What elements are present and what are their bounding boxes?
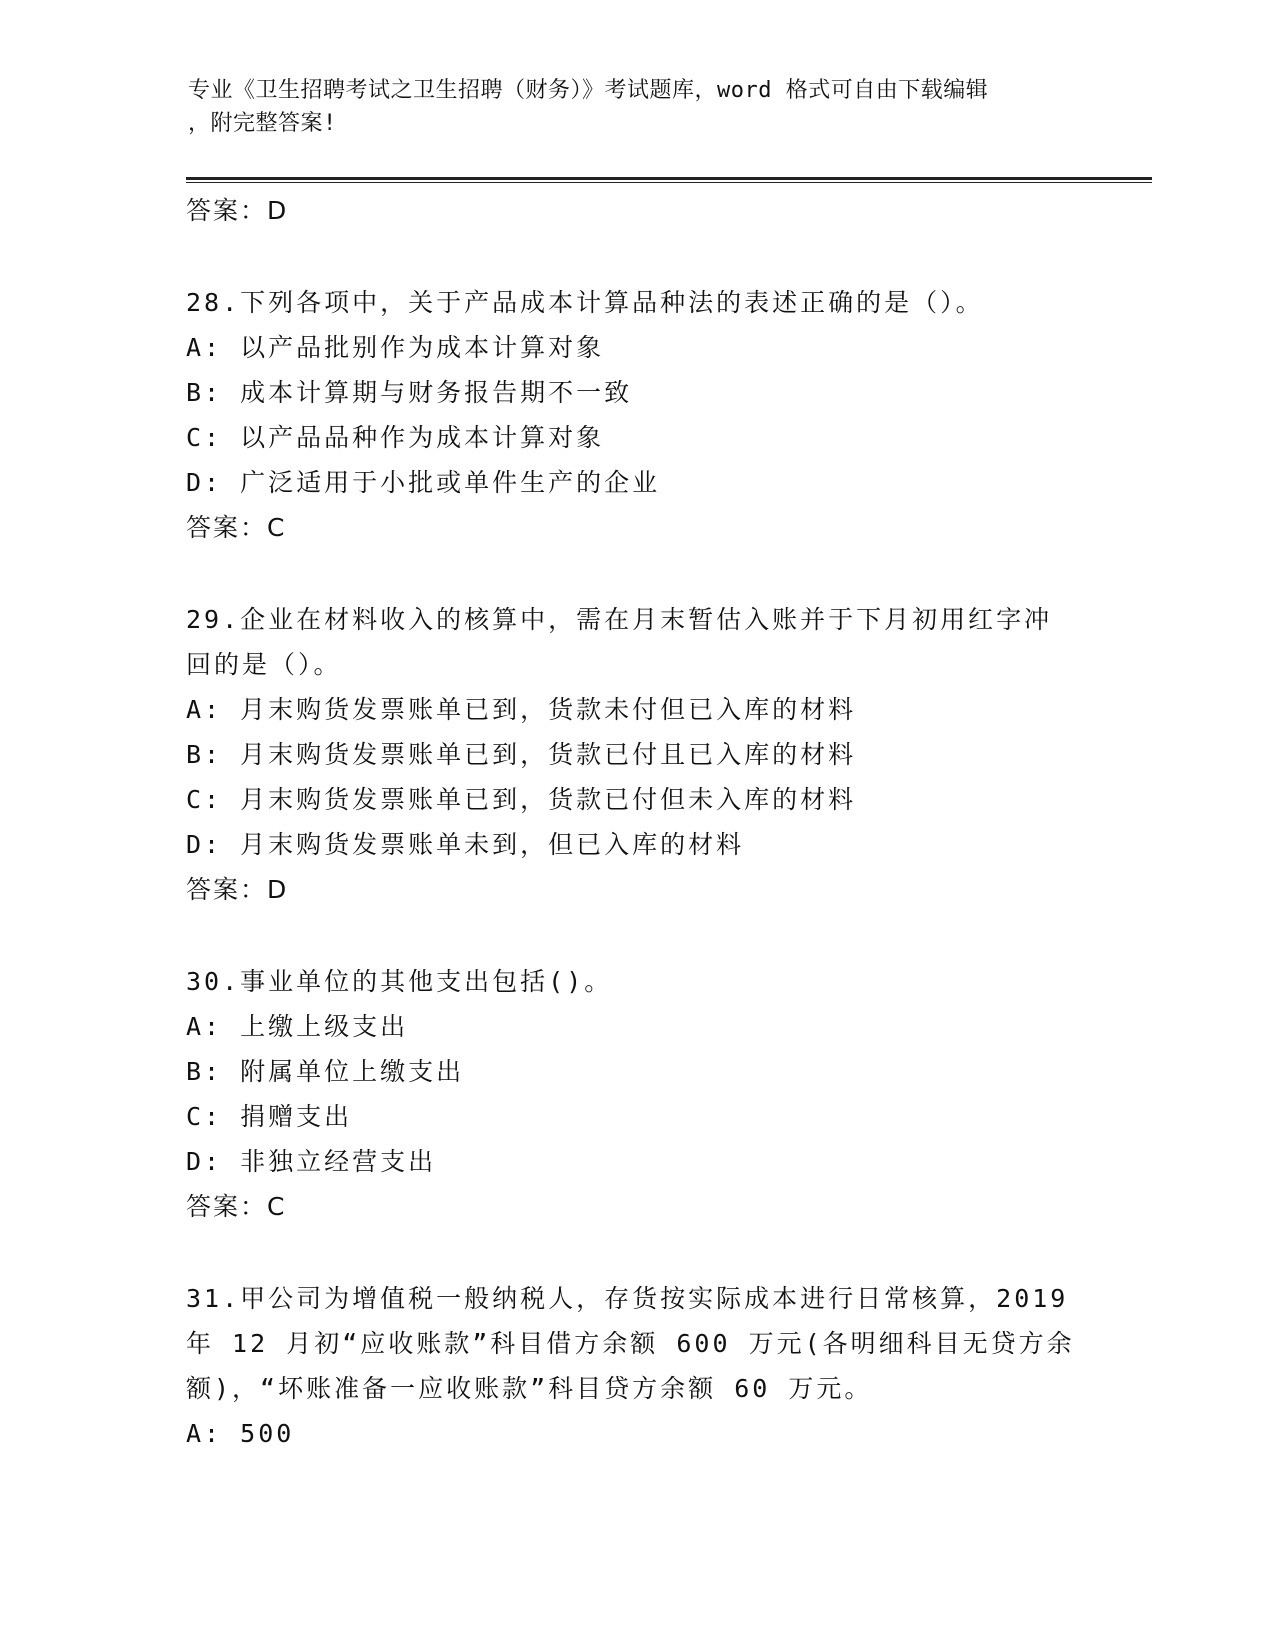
option-a: A: 以产品批别作为成本计算对象 [186, 333, 605, 362]
answer: 答案：D [186, 875, 289, 904]
option-a: A: 500 [186, 1419, 295, 1448]
option-d: D: 月末购货发票账单未到，但已入库的材料 [186, 830, 745, 859]
question-stem: 29.企业在材料收入的核算中，需在月末暂估入账并于下月初用红字冲 [186, 605, 1053, 634]
header-line-1: 专业《卫生招聘考试之卫生招聘（财务）》考试题库，word 格式可自由下载编辑 [188, 78, 989, 103]
option-a: A: 上缴上级支出 [186, 1012, 409, 1041]
answer: 答案：C [186, 513, 287, 542]
option-d: D: 广泛适用于小批或单件生产的企业 [186, 468, 661, 497]
question-stem-cont: 回的是（）。 [186, 650, 342, 679]
spacer [186, 233, 1086, 280]
option-b: B: 成本计算期与财务报告期不一致 [186, 378, 633, 407]
option-d: D: 非独立经营支出 [186, 1147, 437, 1176]
header-line-2: ，附完整答案! [188, 111, 337, 136]
question-stem: 30.事业单位的其他支出包括()。 [186, 967, 613, 996]
question-28 [186, 280, 1086, 550]
document-header [188, 74, 1068, 140]
answer-previous: 答案：D [186, 196, 289, 225]
question-stem: 28.下列各项中，关于产品成本计算品种法的表述正确的是（）。 [186, 288, 984, 317]
spacer [186, 912, 1086, 959]
option-a: A: 月末购货发票账单已到，货款未付但已入库的材料 [186, 695, 857, 724]
question-stem-cont: 年 12 月初“应收账款”科目借方余额 600 万元(各明细科目无贷方余 [186, 1329, 1075, 1358]
option-b: B: 月末购货发票账单已到，货款已付且已入库的材料 [186, 740, 857, 769]
answer: 答案：C [186, 1192, 287, 1221]
question-30 [186, 959, 1086, 1229]
question-stem: 31.甲公司为增值税一般纳税人，存货按实际成本进行日常核算，2019 [186, 1284, 1069, 1313]
question-stem-cont: 额)，“坏账准备一应收账款”科目贷方余额 60 万元。 [186, 1374, 873, 1403]
spacer [186, 550, 1086, 597]
option-b: B: 附属单位上缴支出 [186, 1057, 465, 1086]
question-list [186, 188, 1086, 1456]
question-29 [186, 597, 1086, 912]
option-c: C: 捐赠支出 [186, 1102, 353, 1131]
option-c: C: 以产品品种作为成本计算对象 [186, 423, 605, 452]
header-rule-thick [186, 177, 1152, 180]
question-31 [186, 1276, 1086, 1456]
spacer [186, 1229, 1086, 1276]
header-rule-thin [186, 182, 1152, 183]
option-c: C: 月末购货发票账单已到，货款已付但未入库的材料 [186, 785, 857, 814]
